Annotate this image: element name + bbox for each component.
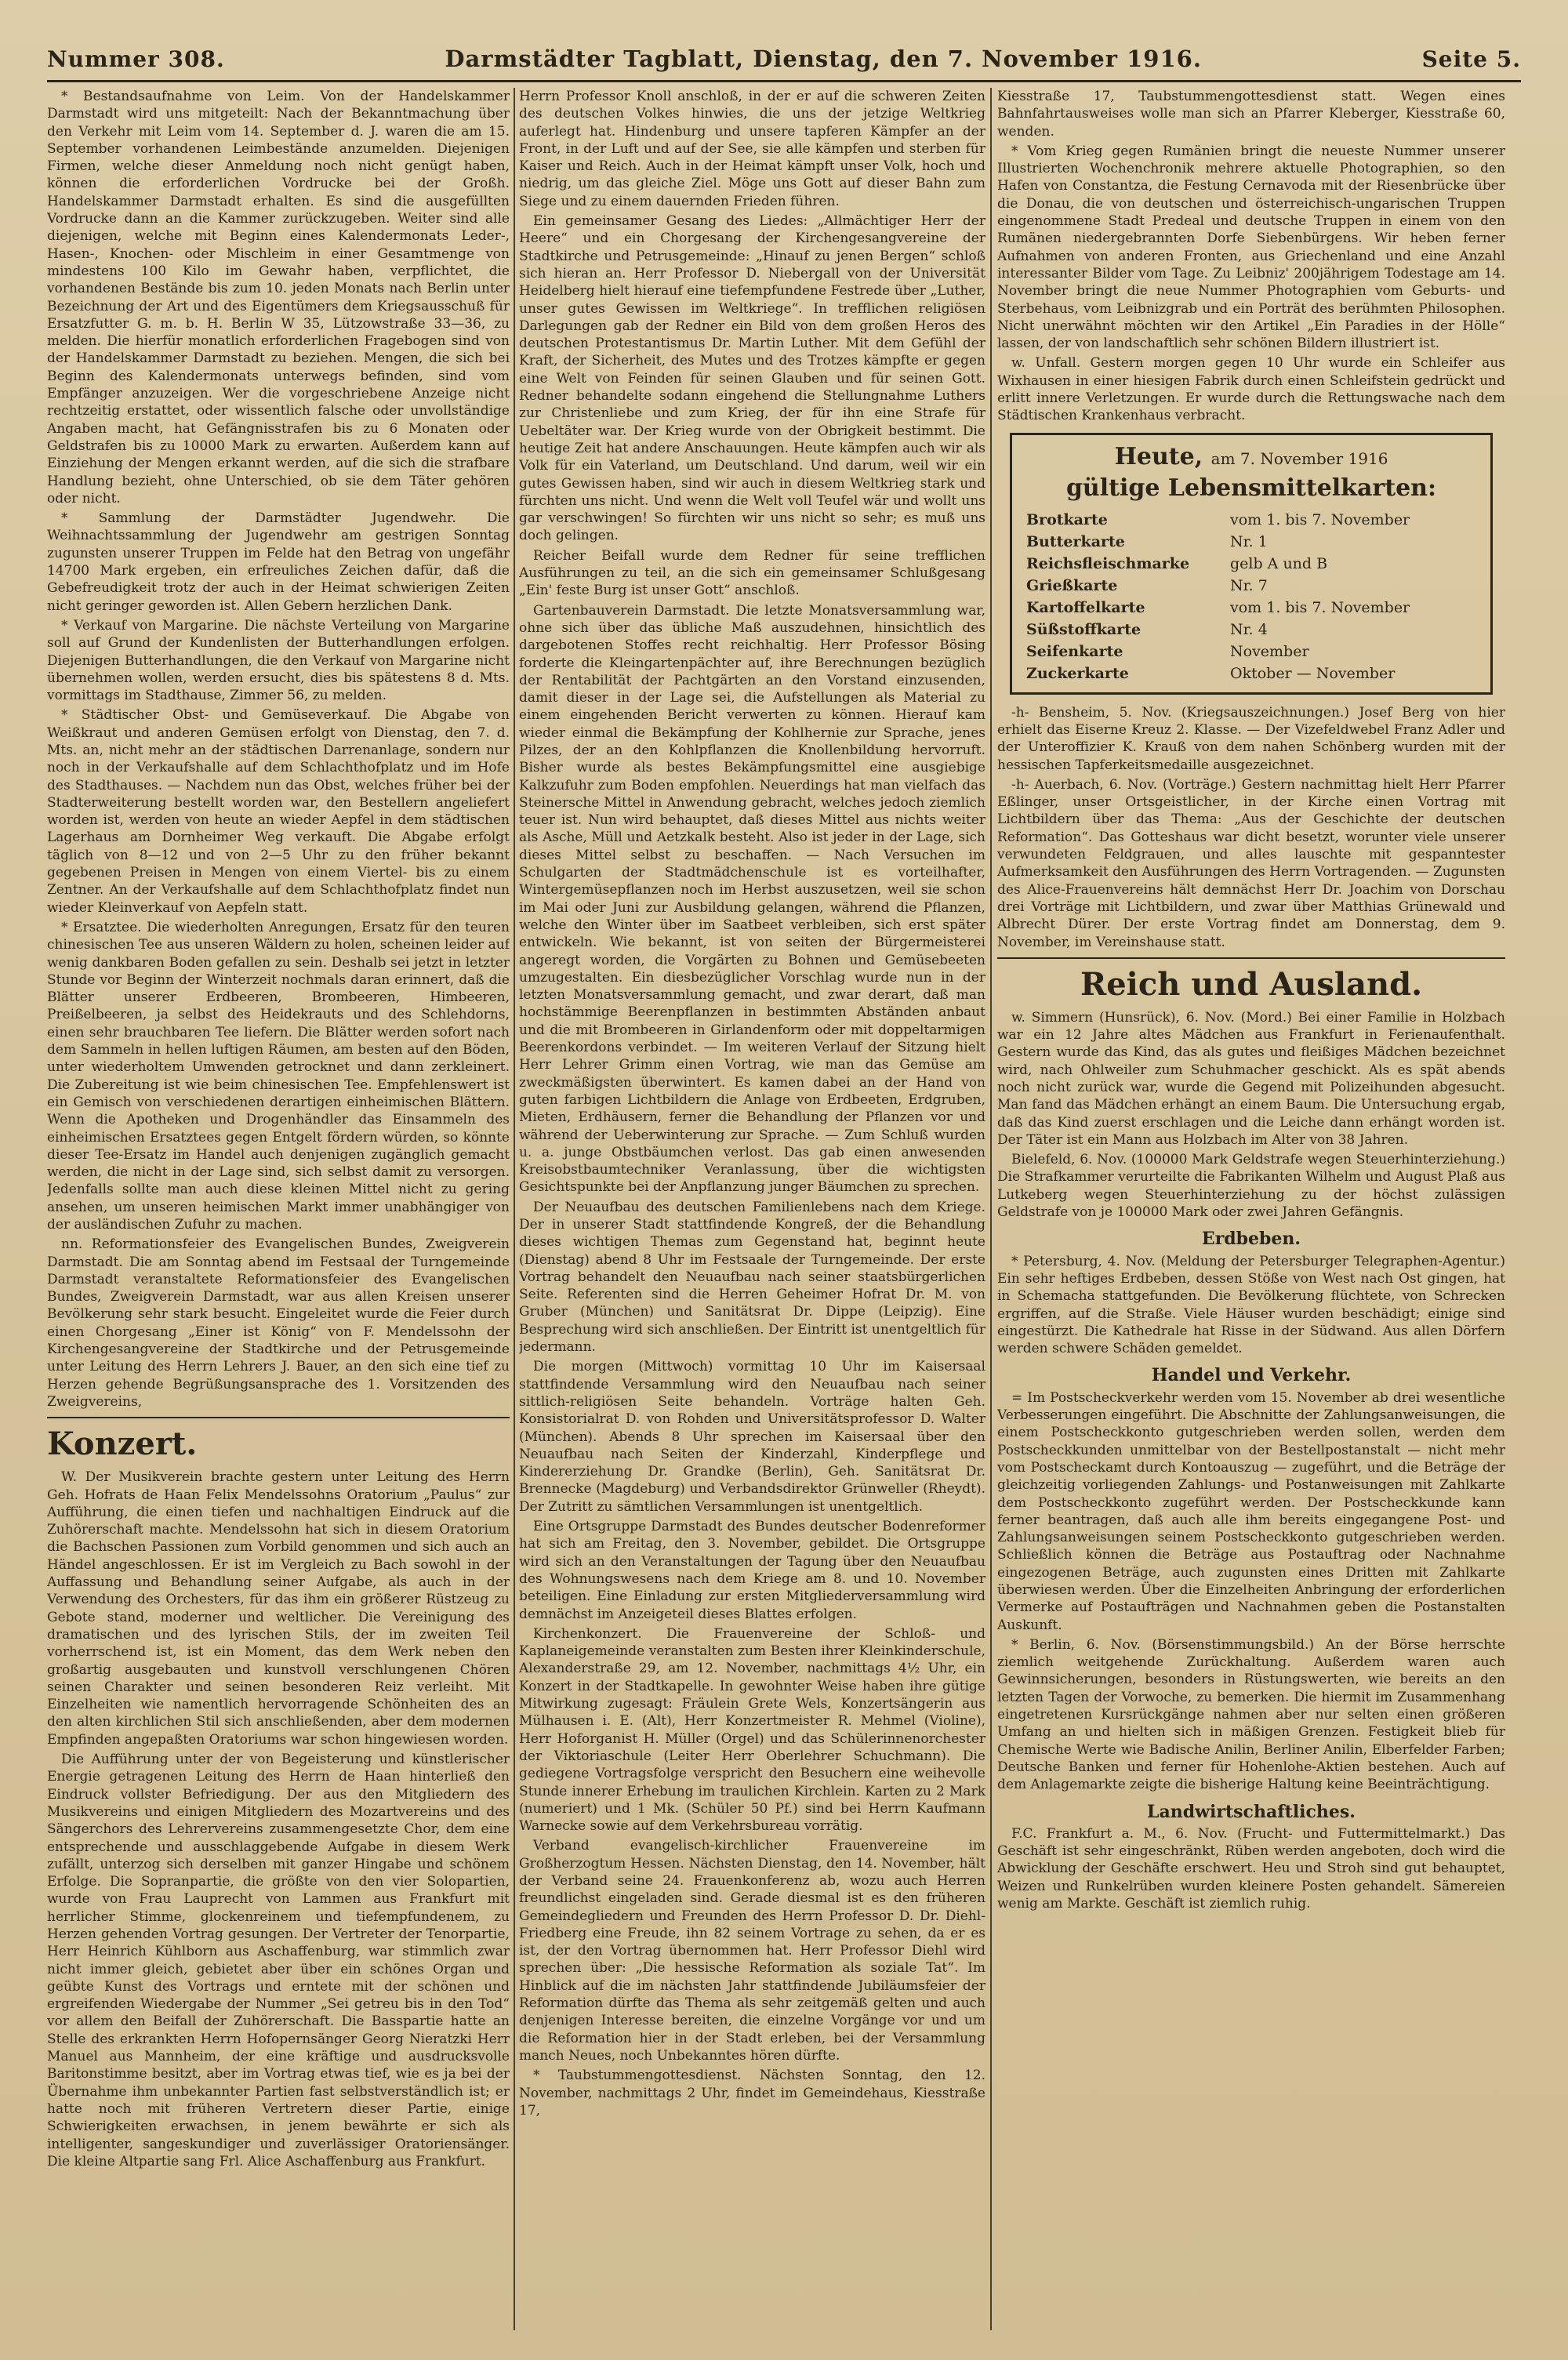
food-card-validity: Nr. 4 [1230,620,1268,638]
article-boerse: * Berlin, 6. Nov. (Börsenstimmungsbild.) An der Börse herrschte ziemlich weitgehende Zurückhaltung. Außerdem waren auch Gewinnsicherungen, besonders in Rüstungswerten, wie bereits an den letzten Tagen der Vorwoche, zu bemerken. Die hiermit im Zusammenhang eingetretenen Kursrückgänge nahmen aber nur selten einen größeren Umfang an und hielten sich in mäßigen Grenzen. Festigkeit blieb für Chemische Werte wie Badische Anilin, Berliner Anilin, Elberfelder Farben; Deutsche Banken und ferner für Hohenlohe-Aktien bestehen. Auch auf dem Anlagemarkte zeigte die bisherige Haltung keine Beeinträchtigung. [997,1636,1505,1793]
food-row [1026,575,1476,597]
article-schlussgesang: Reicher Beifall wurde dem Redner für seine trefflichen Ausführungen zu teil, an die sich ein gemeinsamer Schlußgesang „Ein' feste Burg ist unser Gott“ anschloß. [519,547,985,599]
food-card-name: Kartoffelkarte [1026,598,1145,616]
column-divider [990,88,992,2330]
food-ration-box [1010,433,1493,695]
food-row [1026,509,1476,531]
food-row [1026,597,1476,619]
section-heading-erdbeben: Erdbeben. [1201,1229,1301,1250]
food-card-validity: vom 1. bis 7. November [1230,598,1410,616]
header-rule [47,80,1521,82]
section-rule [47,1417,510,1418]
food-card-validity: Nr. 7 [1230,576,1268,594]
section-rule [997,957,1505,959]
column-3 [997,88,1505,2338]
article-konzert-cont: Die Aufführung unter der von Begeisterung und künstlerischer Energie getragenen Leitung des Herrn de Haan hinterließ den Eindruck vollster Befriedigung. Der aus den Mitgliedern des Musikvereins und einigen Mitgliedern des Mozartvereins und des Sängerchors des Lehrervereins zusammengesetzte Chor, dem eine entsprechende und ausschlaggebende Aufgabe in diesem Werk zufällt, unterzog sich derselben mit ganzer Hingabe und schönem Erfolge. Die Sopranpartie, die größte von den vier Solopartien, wurde von Frau Lauprecht von Lammen aus Frankfurt mit herrlicher Stimme, glockenreinem und tiefempfundenem, zu Herzen gehenden Vortrag gesungen. Der Vertreter der Tenorpartie, Herr Heinrich Kühlborn aus Aschaffenburg, war stimmlich zwar nicht immer gleich, gebietet aber über ein schönes Organ und geübte Kunst des Vortrags und erntete mit der schönen und ergreifenden Wiedergabe der Nummer „Sei getreu bis in den Tod“ vor allem den Beifall der Zuhörerschaft. Die Basspartie hatte an Stelle des erkrankten Herrn Hofopernsänger Georg Nieratzki Herr Manuel aus Mannheim, der eine kräftige und ausdrucksvolle Baritonstimme besitzt, aber im Vortrag etwas tief, wie es ja bei der Übernahme ihm unbekannter Partien fast selbstverständlich ist; er hatte noch mit früheren Vertretern dieser Partie, einige Schwierigkeiten erwachsen, in jenem bewährte er sich als intelligenter, sangeskundiger und zuverlässiger Oratoriensänger. Die kleine Altpartie sang Frl. Alice Aschaffenburg aus Frankfurt. [47,1752,510,2169]
food-row [1026,531,1476,553]
article-versammlung: Die morgen (Mittwoch) vormittag 10 Uhr im Kaisersaal stattfindende Versammlung wird den Neuaufbau nach seiner sittlich-religiösen Seite behandeln. Vorträge halten Geh. Konsistorialrat D. von Rohden und Universitätsprofessor D. Walter (München). Abends 8 Uhr sprechen im Kaisersaal über den Neuaufbau nach Seiten der Kinderzahl, Kinderpflege und Kindererziehung Dr. Grandke (Berlin), Geh. Sanitätsrat Dr. Brennecke (Magdeburg) und Verbandsdirektor Grünweller (Rheydt). Der Zutritt zu sämtlichen Versammlungen ist unentgeltlich. [519,1359,985,1515]
section-heading-handel: Handel und Verkehr. [1151,1365,1352,1386]
food-card-validity: November [1230,642,1309,660]
section-heading-konzert: Konzert. [47,1425,198,1463]
food-box-today: Heute, [1114,442,1203,470]
food-row [1026,619,1476,641]
food-card-name: Reichsfleischmarke [1026,554,1190,572]
food-row [1026,663,1476,684]
food-card-validity: Oktober — November [1230,664,1396,682]
food-card-name: Seifenkarte [1026,642,1123,660]
masthead-title: Darmstädter Tagblatt, Dienstag, den 7. November 1916. [445,45,1202,72]
food-card-validity: Nr. 1 [1230,532,1268,550]
article-konzert: W. Der Musikverein brachte gestern unter Leitung des Herrn Geh. Hofrats de Haan Felix Mendelssohns Oratorium „Paulus“ zur Aufführung, die einen tiefen und nachhaltigen Eindruck auf die Zuhörerschaft machte. Mendelssohn hat sich in diesem Oratorium die Bachschen Passionen zum Vorbild genommen und sich auch an Händel angeschlossen. Er ist im Vergleich zu Bach sowohl in der Auffassung und Behandlung seiner Aufgabe, als auch in der Verwendung des Orchesters, für das ihm ein größerer Rüstzeug zu Gebote stand, moderner und weltlicher. Die Vereinigung des dramatischen und des lyrischen Stils, der im zweiten Teil vorherrschend ist, ist ein Moment, das dem Werk neben den großartig ausgebauten und kunstvoll verschlungenen Chören seinen Charakter und seinen besonderen Reiz verleiht. Mit Einzelheiten wie namentlich hervorragende Schönheiten des an den alten kirchlichen Stil sich anschließenden, aber dem modernen Empfinden angepaßten Oratoriums war schon hingewiesen worden. [47,1469,510,1748]
article-rumaenien: * Vom Krieg gegen Rumänien bringt die neueste Nummer unserer Illustrierten Wochenchronik mehrere aktuelle Photographien, so den Hafen von Constantza, die Festung Cernavoda mit der Riesenbrücke über die Donau, die von deutschen und österreichisch-ungarischen Truppen eingenommene Stadt Predeal und deutsche Truppen in einem von den Rumänen niedergebrannten Dorfe Siebenbürgens. Wir heben ferner Aufnahmen von anderen Fronten, aus Griechenland und eine Anzahl interessanter Bilder vom Tage. Zu Leibniz' 200jährigem Todestage am 14. November bringt die neue Nummer Photographien vom Geburts- und Sterbehaus, vom Leibnizgrab und ein Porträt des berühmten Philosophen. Nicht unerwähnt möchten wir den Artikel „Ein Paradies in der Hölle“ lassen, der von landschaftlich sehr schönen Bildern illustriert ist. [997,143,1505,352]
article-bodenreformer: Eine Ortsgruppe Darmstadt des Bundes deutscher Bodenreformer hat sich am Freitag, den 3. November, gebildet. Die Ortsgruppe wird sich an den Veranstaltungen der Tagung über den Neuaufbau des Wohnungswesens nach dem Kriege am 8. und 10. November beteiligen. Eine Einladung zur ersten Mitgliederversammlung wird demnächst im Anzeigeteil dieses Blattes erfolgen. [519,1519,985,1622]
food-box-date: am 7. November 1916 [1210,448,1388,468]
section-heading-reich: Reich und Ausland. [1080,965,1423,1003]
food-card-name: Brotkarte [1026,510,1108,528]
food-card-name: Butterkarte [1026,532,1125,550]
food-card-validity: vom 1. bis 7. November [1230,510,1410,528]
article-taubstummen: * Taubstummengottesdienst. Nächsten Sonntag, den 12. November, nachmittags 2 Uhr, findet im Gemeindehaus, Kiesstraße 17, [519,2068,985,2119]
article-gartenbauverein: Gartenbauverein Darmstadt. Die letzte Monatsversammlung war, ohne sich über das übliche Maß auszudehnen, hinsichtlich des dargebotenen Stoffes recht reichhaltig. Herr Professor Bösing forderte die Kleingartenpächter auf, ihre Berechnungen bezüglich der Rentabilität der Pachtgärten an den Vorstand einzusenden, damit dieser in der Lage sei, die Aufstellungen als Material zu einem eingehenden Bericht verwerten zu können. Hierauf kam wieder einmal die Bekämpfung der Kohlhernie zur Sprache, jenes Pilzes, der an den Kohlpflanzen die Knollenbildung hervorruft. Bisher wurde als bestes Bekämpfungsmittel eine ausgiebige Kalkzufuhr zum Boden empfohlen. Neuerdings hat man vielfach das Steinersche Mittel in Anwendung gebracht, welches jedoch ziemlich teuer ist. Nun wird behauptet, daß dieses Mittel aus nichts weiter als Asche, Müll und Aetzkalk besteht. Also ist jeder in der Lage, sich dieses Mittel selbst zu beschaffen. — Nach Versuchen im Schulgarten der Stadtmädchenschule ist es vorteilhafter, Wintergemüsepflanzen noch im Herbst auszusetzen, weil sie schon im Mai oder Juni zur Ausbildung gelangen, während die Pflanzen, welche den Winter über im Saatbeet verbleiben, sich erst später entwickeln. Wie bekannt, ist von seiten der Bürgermeisterei angeregt worden, die Vorgärten zu Bohnen und Gemüsebeeten umzugestalten. Ein diesbezüglicher Vorschlag wurde nun in der letzten Monatsversammlung gemacht, und zwar derart, daß man hochstämmige Beerenpflanzen in bestimmten Abständen anbaut und die mit Brombeeren in Girlandenform oder mit doppeltarmigen Beerenkordons verbindet. — Im weiteren Verlauf der Sitzung hielt Herr Lehrer Grimm einen Vortrag, wie man das Gemüse am zweckmäßigsten überwintert. Es kamen dabei an der Hand von guten farbigen Lichtbildern die Anlage von Erdbeeten, Erdgruben, Mieten, Erdhäusern, ferner die Behandlung der Pflanzen vor und während der Ueberwinterung zur Sprache. — Zum Schluß wurden u. a. junge Obstbäumchen verlost. Das gab einen anwesenden Kreisobstbaumtechniker Veranlassung, über die wichtigsten Gesichtspunkte bei der Anpflanzung junger Bäumchen zu sprechen. [519,602,985,1196]
article-kirchenkonzert: Kirchenkonzert. Die Frauenvereine der Schloß- und Kaplaneigemeinde veranstalten zum Besten ihrer Kleinkinderschule, Alexanderstraße 29, am 12. November, nachmittags 4½ Uhr, ein Konzert in der Stadtkapelle. In gewohnter Weise haben ihre gütige Mitwirkung zugesagt: Fräulein Grete Wels, Konzertsängerin aus Mülhausen i. E. (Alt), Herr Konzertmeister R. Mehmel (Violine), Herr Hoforganist H. Müller (Orgel) und das Schülerinnenorchester der Viktoriaschule (Leiter Herr Oberlehrer Schuchmann). Die gediegene Vortragsfolge verspricht den Besuchern eine weihevolle Stunde innerer Erhebung im traulichen Kirchlein. Karten zu 2 Mark (numeriert) und 1 Mk. (Schüler 50 Pf.) sind bei Herrn Kaufmann Warnecke sowie auf dem Verkehrsbureau vorrätig. [519,1625,985,1835]
article-leim: * Bestandsaufnahme von Leim. Von der Handelskammer Darmstadt wird uns mitgeteilt: Nach der Bekanntmachung über den Verkehr mit Leim vom 14. September d. J. waren die am 15. September vorhandenen Leimbestände anzumelden. Diejenigen Firmen, welche dieser Anmeldung noch nicht genügt haben, können die erforderlichen Vordrucke bei der Großh. Handelskammer Darmstadt erhalten. Es sind die ausgefüllten Vordrucke dann an die Kammer zurückzugeben. Weiter sind alle diejenigen, welche mit Beginn eines Kalendermonats Leder-, Hasen-, Knochen- oder Mischleim in einer Gesamtmenge von mindestens 100 Kilo im Gewahr haben, verpflichtet, die vorhandenen Bestände bis zum 10. jeden Monats nach Berlin unter Bezeichnung der Art und des Eigentümers dem Kriegsausschuß für Ersatzfutter G. m. b. H. Berlin W 35, Lützowstraße 33—36, zu melden. Die hierfür monatlich erforderlichen Fragebogen sind von der Handelskammer Darmstadt zu beziehen. Mengen, die sich bei Beginn des Kalendermonats unterwegs befinden, sind vom Empfänger anzuzeigen. Wer die vorgeschriebene Anzeige nicht rechtzeitig erstattet, oder wissentlich falsche oder unvollständige Angaben macht, hat Gefängnisstrafen bis zu 6 Monaten oder Geldstrafen bis zu 10000 Mark zu erwarten. Außerdem kann auf Einziehung der Mengen erkannt werden, auf die sich die strafbare Handlung bezieht, ohne Unterschied, ob sie dem Täter gehören oder nicht. [47,89,510,506]
article-simmern: w. Simmern (Hunsrück), 6. Nov. (Mord.) Bei einer Familie in Holzbach war ein 12 Jahre altes Mädchen aus Frankfurt in Ferienaufenthalt. Gestern wurde das Kind, das als gutes und fleißiges Mädchen bezeichnet wird, nach Ohlweiler zum Schuhmacher geschickt. Als es spät abends noch nicht zurück war, wurde die Gegend mit Polizeihunden abgesucht. Man fand das Mädchen erhängt an einem Baum. Die Untersuchung ergab, daß das Kind zuerst erschlagen und die Leiche dann erhängt worden ist. Der Täter ist ein Mann aus Holzbach im Alter von 38 Jahren. [997,1009,1505,1148]
page-number: Seite 5. [1421,46,1521,72]
page-header [47,45,1521,77]
article-bensheim: -h- Bensheim, 5. Nov. (Kriegsauszeichnungen.) Josef Berg von hier erhielt das Eiserne Kreuz 2. Klasse. — Der Vizefeldwebel Franz Adler und der Unteroffizier K. Krauß von dem nahen Schönberg wurden mit der hessischen Tapferkeitsmedaille ausgezeichnet. [997,704,1505,773]
food-card-name: Grießkarte [1026,576,1118,594]
article-auerbach: -h- Auerbach, 6. Nov. (Vorträge.) Gestern nachmittag hielt Herr Pfarrer Eßlinger, unser Ortsgeistlicher, in der Kirche einen Vortrag mit Lichtbildern über das Thema: „Aus der Geschichte der deutschen Reformation“. Das Gotteshaus war dicht besetzt, worunter viele unserer verwundeten Feldgrauen, und alles lauschte mit gespanntester Aufmerksamkeit den Ausführungen des Herrn Vortragenden. — Zugunsten des Alice-Frauenvereins hält demnächst Herr Dr. Joachim von Dorschau drei Vorträge mit Lichtbildern, und zwar über Matthias Grünewald und Albrecht Dürer. Der erste Vortrag findet am Donnerstag, dem 9. November, im Vereinshause statt. [997,776,1505,950]
article-taubstummen-cont: Kiesstraße 17, Taubstummengottesdienst statt. Wegen eines Bahnfahrtausweises wolle man sich an Pfarrer Kleberger, Kiesstraße 60, wenden. [997,89,1505,140]
food-row [1026,553,1476,575]
food-box-rows [1026,509,1476,684]
article-familienleben: Der Neuaufbau des deutschen Familienlebens nach dem Kriege. Der in unserer Stadt stattfindende Kongreß, der die Behandlung dieses wichtigen Themas zum Gegenstand hat, beginnt heute (Dienstag) abend 8 Uhr im Festsaale der Turngemeinde. Der erste Vortrag behandelt den Neuaufbau nach seiner staatsbürgerlichen Seite. Referenten sind die Herren Geheimer Hofrat Dr. M. von Gruber (München) und Sanitätsrat Dr. Dippe (Leipzig). Eine Besprechung wird sich anschließen. Der Eintritt ist unentgeltlich für jedermann. [519,1199,985,1356]
column-divider [514,88,515,2330]
column-1 [47,88,510,2338]
column-2 [519,88,985,2338]
article-margarine: * Verkauf von Margarine. Die nächste Verteilung von Margarine soll auf Grund der Kundenlisten der Butterhandlungen erfolgen. Diejenigen Butterhandlungen, die den Verkauf von Margarine nicht übernehmen wollen, werden ersucht, dies bis spätestens 8 d. Mts. vormittags im Stadthause, Zimmer 56, zu melden. [47,617,510,704]
issue-number: Nummer 308. [47,46,225,72]
article-reformationsfeier: nn. Reformationsfeier des Evangelischen Bundes, Zweigverein Darmstadt. Die am Sonntag abend im Festsaal der Turngemeinde Darmstadt veranstaltete Reformationsfeier des Evangelischen Bundes, Zweigverein Darmstadt, war aus allen Kreisen unserer Bevölkerung sehr stark besucht. Eingeleitet wurde die Feier durch einen Chorgesang „Einer ist König“ von F. Mendelssohn der Kirchengesangvereine der Stadtkirche und der Petrusgemeinde unter Leitung des Herrn Lehrers J. Bauer, an den sich eine tief zu Herzen gehende Begrüßungsansprache des 1. Vorsitzenden des Zweigvereins, [47,1236,510,1410]
section-heading-landwirtschaft: Landwirtschaftliches. [1147,1801,1356,1822]
food-card-name: Zuckerkarte [1026,664,1129,682]
article-reformationsfeier-cont: Herrn Professor Knoll anschloß, in der er auf die schweren Zeiten des deutschen Volkes hinwies, die uns der jetzige Weltkrieg auferlegt hat. Hindenburg und unsere tapferen Kämpfer an der Front, in der Luft und auf der See, sie alle kämpfen und sterben für Kaiser und Reich. Auch in der Heimat kämpft unser Volk, hoch und niedrig, um das gleiche Ziel. Möge uns Gott auf dieser Bahn zum Siege und zu einem dauernden Frieden führen. [519,89,985,209]
article-ersatztee: * Ersatztee. Die wiederholten Anregungen, Ersatz für den teuren chinesischen Tee aus unseren Wäldern zu holen, scheinen leider auf wenig dankbaren Boden gefallen zu sein. Deshalb sei jetzt in letzter Stunde vor Beginn der Winterzeit nochmals daran erinnert, daß die Blätter unserer Erdbeeren, Brombeeren, Himbeeren, Preißelbeeren, ja selbst des Heidekrauts und des Schlehdorns, einen sehr brauchbaren Tee liefern. Die Blätter werden sofort nach dem Sammeln in hellen luftigen Räumen, am besten auf den Böden, unter wiederholtem Umwenden getrocknet und dann zerkleinert. Die Zubereitung ist wie beim chinesischen Tee. Empfehlenswert ist ein Gemisch von verschiedenen derartigen einheimischen Blättern. Wenn die Apotheken und Drogenhändler das Einsammeln des einheimischen Ersatztees gegen Entgelt fördern würden, so könnte dieser Tee-Ersatz im Handel auch denjenigen zugänglich gemacht werden, die nicht in der Lage sind, sich selbst damit zu versorgen. Jedenfalls sollte man auch diese kleinen Mittel nicht zu gering ansehen, um unseren heimischen Markt immer unabhängiger von der ausländischen Zufuhr zu machen. [47,919,510,1233]
article-postscheck: = Im Postscheckverkehr werden vom 15. November ab drei wesentliche Verbesserungen eingeführt. Die Abschnitte der Zahlungsanweisungen, die einem Postscheckkonto gutgeschrieben werden sollen, werden dem Postscheckkunden unmittelbar von der Bestellpostanstalt — nicht mehr vom Postscheckamt durch Kontoauszug — zugeführt, und die Beträge der gleichzeitig vorliegenden Zahlungs- und Postanweisungen mit Zahlkarte dem Postscheckkonto zugeführt werden. Der Postscheckkunde kann ferner beantragen, daß auch alle ihm bereits eingegangene Post- und Zahlungsanweisungen seinem Postscheckkonto gutgeschrieben werden. Schließlich können die Beträge aus Postauftrag oder Nachnahme eingezogenen Beträge, auch zugunsten eines Dritten mit Zahlkarte überwiesen werden. Über die Einzelheiten Anbringung der erforderlichen Vermerke auf Postaufträgen und Nachnahmen geben die Postanstalten Auskunft. [997,1389,1505,1633]
article-festrede: Ein gemeinsamer Gesang des Liedes: „Allmächtiger Herr der Heere“ und ein Chorgesang der Kirchengesangvereine der Stadtkirche und Petrusgemeinde: „Hinauf zu jenen Bergen“ schloß sich hieran an. Herr Professor D. Niebergall von der Universität Heidelberg hielt hierauf eine tiefempfundene Festrede über „Luther, unser gutes Gewissen im Weltkriege“. In trefflichen religiösen Darlegungen gab der Redner ein Bild von dem großen Heros des deutschen Protestantismus Dr. Martin Luther. Mit dem Gefühl der Kraft, der Sicherheit, des Mutes und des Trotzes kämpfte er gegen eine Welt von Feinden für seinen Glauben und für seinen Gott. Redner behandelte sodann eingehend die Stellungnahme Luthers zur Christenliebe und zum Krieg, der für ihn eine Strafe für Uebeltäter war. Der Krieg wurde von der Obrigkeit bestimmt. Die heutige Zeit hat andere Anschauungen. Heute kämpfen auch wir als Volk für ein Vaterland, um Deutschland. Und darum, weil wir ein gutes Gewissen haben, sind wir auch in diesem Weltkrieg stark und fürchten uns nicht. Und wenn die Welt voll Teufel wär und wollt uns gar verschwingen! So fürchten wir uns nicht so sehr; es muß uns doch gelingen. [519,213,985,544]
food-row [1026,641,1476,663]
food-card-name: Süßstoffkarte [1026,620,1142,638]
article-unfall: w. Unfall. Gestern morgen gegen 10 Uhr wurde ein Schleifer aus Wixhausen in einer hiesigen Fabrik durch einen Schleifstein gedrückt und erlitt innere Verletzungen. Er wurde durch die Rettungswache nach dem Städtischen Krankenhaus verbracht. [997,355,1505,424]
food-card-validity: gelb A und B [1230,554,1328,572]
article-petersburg: * Petersburg, 4. Nov. (Meldung der Petersburger Telegraphen-Agentur.) Ein sehr heftiges Erdbeben, dessen Stöße von West nach Ost gingen, hat in Schemacha stattgefunden. Die Bevölkerung flüchtete, von Schrecken ergriffen, auf die Straße. Viele Häuser wurden beschädigt; einige sind eingestürzt. Die Kathedrale hat Risse in der Südwand. Aus allen Dörfern werden schwere Schäden gemeldet. [997,1253,1505,1357]
article-obst-gemuese: * Städtischer Obst- und Gemüseverkauf. Die Abgabe von Weißkraut und anderen Gemüsen erfolgt von Dienstag, den 7. d. Mts. an, nicht mehr an der städtischen Darrenanlage, sondern nur noch in der Verkaufshalle auf dem Schlachthofplatz und im Hofe des Stadthauses. — Nachdem nun das Obst, welches früher bei der Stadterweiterung bestellt worden war, den Bestellern angeliefert worden ist, werden von heute an wieder Aepfel in dem städtischen Lagerhaus am Dornheimer Weg verkauft. Die Abgabe erfolgt täglich von 8—12 und von 2—5 Uhr zu den früher bekannt gegebenen Preisen in Mengen von einem Viertel- bis zu einem Zentner. An der Verkaufshalle auf dem Schlachthofplatz findet nun wieder Kleinverkauf von Aepfeln statt. [47,707,510,916]
food-box-title [1026,443,1476,473]
article-frauenvereine: Verband evangelisch-kirchlicher Frauenvereine im Großherzogtum Hessen. Nächsten Dienstag, den 14. November, hält der Verband seine 24. Frauenkonferenz ab, wozu auch Herren freundlichst eingeladen sind. Gerade diesmal ist es den früheren Gemeindegliedern und Freunden des Herrn Professor D. Dr. Diehl-Friedberg eine Freude, ihn 82 seinem Vortrage zu sehen, da er es ist, der den Vortrag übernommen hat. Herr Professor Diehl wird sprechen über: „Die hessische Reformation als soziale Tat“. Im Hinblick auf die im nächsten Jahr stattfindende Jubiläumsfeier der Reformation dürfte das Thema als sehr zeitgemäß gelten und auch denjenigen Interesse bereiten, die einzelne Vorgänge vor und um die Reformation hier in der Stadt erleben, bei der Versammlung manch Neues, noch Unbekanntes hören dürfte. [519,1838,985,2064]
food-box-subtitle: gültige Lebensmittelkarten: [1065,474,1437,502]
article-bielefeld: Bielefeld, 6. Nov. (100000 Mark Geldstrafe wegen Steuerhinterziehung.) Die Strafkammer verurteilte die Fabrikanten Wilhelm und August Plaß aus Lutkeberg wegen Steuerhinterziehung zu der höchst zulässigen Geldstrafe von je 100000 Mark oder zwei Jahren Gefängnis. [997,1152,1505,1221]
article-fruchtmarkt: F.C. Frankfurt a. M., 6. Nov. (Frucht- und Futtermittelmarkt.) Das Geschäft ist sehr eingeschränkt, Rüben werden angeboten, doch wird die Abwicklung der Geschäfte erschwert. Heu und Stroh sind gut behauptet, Weizen und Runkelrüben wurden kleinere Posten gehandelt. Sämereien wenig am Markte. Geschäft ist ziemlich ruhig. [997,1825,1505,1912]
article-jugendwehr: * Sammlung der Darmstädter Jugendwehr. Die Weihnachtssammlung der Jugendwehr am gestrigen Sonntag zugunsten unserer Truppen im Felde hat den Betrag von ungefähr 14700 Mark ergeben, ein erfreuliches Zeichen dafür, daß die Gebefreudigkeit trotz der auch in der Heimat schwierigen Zeiten nicht geringer geworden ist. Allen Gebern herzlichen Dank. [47,510,510,614]
